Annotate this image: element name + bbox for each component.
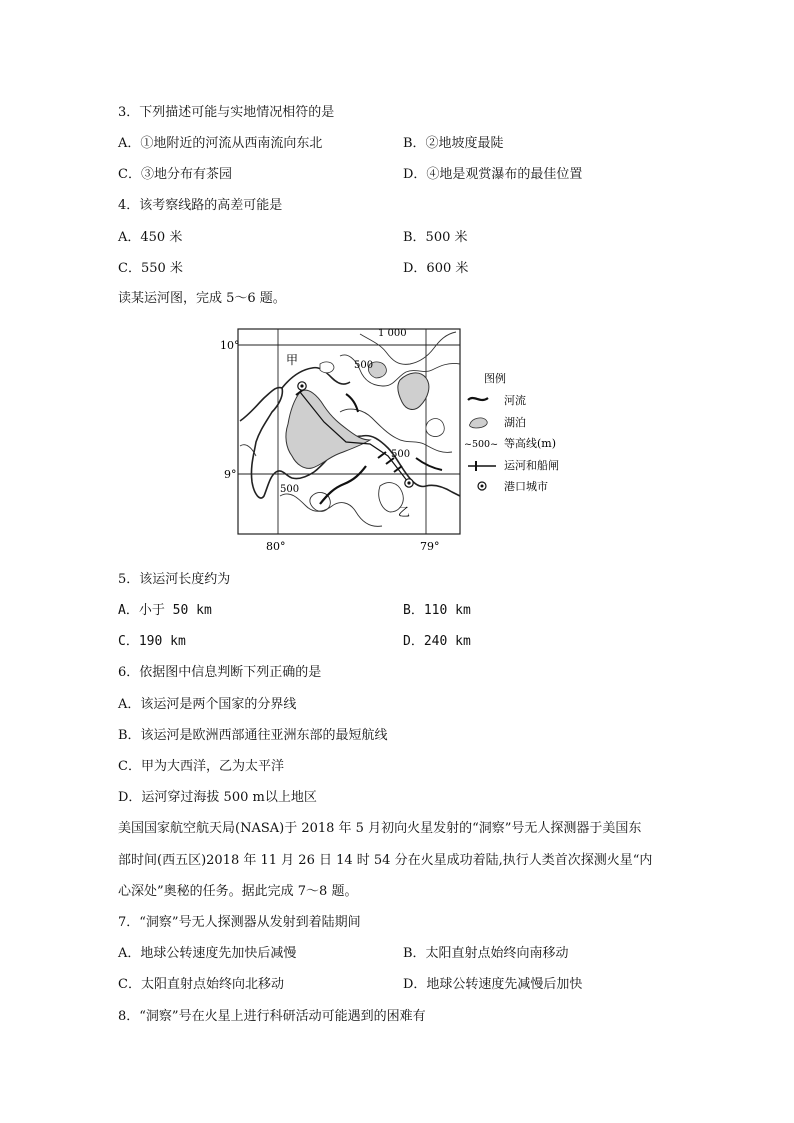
q7-option-c: C．太阳直射点始终向北移动 <box>118 977 284 992</box>
legend-river: 河流 <box>504 394 526 407</box>
legend-port: 港口城市 <box>504 480 548 493</box>
contour-500-label-south: 500 <box>280 484 300 495</box>
lake-small-2 <box>426 419 444 437</box>
legend-contour: 等高线(m) <box>504 437 557 450</box>
q3-option-b: B．②地坡度最陡 <box>403 136 504 151</box>
label-yi: 乙 <box>398 505 411 519</box>
q5-option-b: B．110 km <box>403 603 471 618</box>
legend-title: 图例 <box>484 372 506 385</box>
canal-map <box>220 326 572 552</box>
q6-stem: 6．依据图中信息判断下列正确的是 <box>118 665 322 680</box>
contour-500-label-center: 500 <box>391 449 411 460</box>
q4-stem: 4．该考察线路的高差可能是 <box>118 198 283 213</box>
port-city-north <box>298 382 306 390</box>
q5-stem: 5．该运河长度约为 <box>118 572 231 587</box>
contour-1000-label: 1 000 <box>378 328 407 339</box>
intro-7-8-line-2: 部时间(西五区)2018 年 11 月 26 日 14 时 54 分在火星成功着陆,执行人类首次探测火星“内 <box>118 853 653 868</box>
intro-5-6: 读某运河图，完成 5～6 题。 <box>118 291 286 306</box>
q4-option-d: D．600 米 <box>403 261 469 276</box>
q7-option-a: A．地球公转速度先加快后减慢 <box>118 946 297 961</box>
q3-option-d: D．④地是观赏瀑布的最佳位置 <box>403 167 583 182</box>
legend-lake-symbol <box>469 418 487 428</box>
q7-stem: 7．“洞察”号无人探测器从发射到着陆期间 <box>118 915 361 930</box>
legend-port-dot <box>481 485 484 488</box>
q3-stem: 3．下列描述可能与实地情况相符的是 <box>118 105 335 120</box>
q4-option-c: C．550 米 <box>118 261 183 276</box>
q7-option-d: D．地球公转速度先减慢后加快 <box>403 977 583 992</box>
q4-option-b: B．500 米 <box>403 230 468 245</box>
map-legend <box>464 371 559 493</box>
legend-canal: 运河和船闸 <box>504 459 559 472</box>
q6-option-d: D．运河穿过海拔 500 m以上地区 <box>118 790 317 805</box>
q7-option-b: B．太阳直射点始终向南移动 <box>403 946 569 961</box>
lon-79-label: 79° <box>420 540 440 552</box>
q6-option-b: B．该运河是欧洲西部通往亚洲东部的最短航线 <box>118 728 388 743</box>
label-jia: 甲 <box>286 353 299 367</box>
q3-option-a: A．①地附近的河流从西南流向东北 <box>118 136 323 151</box>
q4-option-a: A．450 米 <box>118 230 183 245</box>
intro-7-8-line-1: 美国国家航空航天局(NASA)于 2018 年 5 月初向火星发射的“洞察”号无人探测器于美国东 <box>118 821 642 836</box>
legend-lake: 湖泊 <box>504 416 526 429</box>
q8-stem: 8．“洞察”号在火星上进行科研活动可能遇到的困难有 <box>118 1009 426 1024</box>
legend-contour-symbol: ~500~ <box>464 439 499 450</box>
q5-option-a: A．小于 50 km <box>118 603 212 618</box>
intro-7-8-line-3: 心深处”奥秘的任务。据此完成 7～8 题。 <box>118 884 358 899</box>
q6-option-c: C．甲为大西洋，乙为太平洋 <box>118 759 284 774</box>
lake-small-3 <box>320 362 334 373</box>
q5-option-c: C．190 km <box>118 634 186 649</box>
legend-river-symbol <box>468 398 488 400</box>
lon-80-label: 80° <box>266 540 286 552</box>
port-city-south <box>405 479 413 487</box>
lat-9-label: 9° <box>224 468 237 481</box>
contour-500-label-north: 500 <box>354 360 374 371</box>
lat-10-label: 10° <box>220 339 240 352</box>
q6-option-a: A．该运河是两个国家的分界线 <box>118 697 297 712</box>
q5-option-d: D．240 km <box>403 634 471 649</box>
q3-option-c: C．③地分布有茶园 <box>118 167 232 182</box>
